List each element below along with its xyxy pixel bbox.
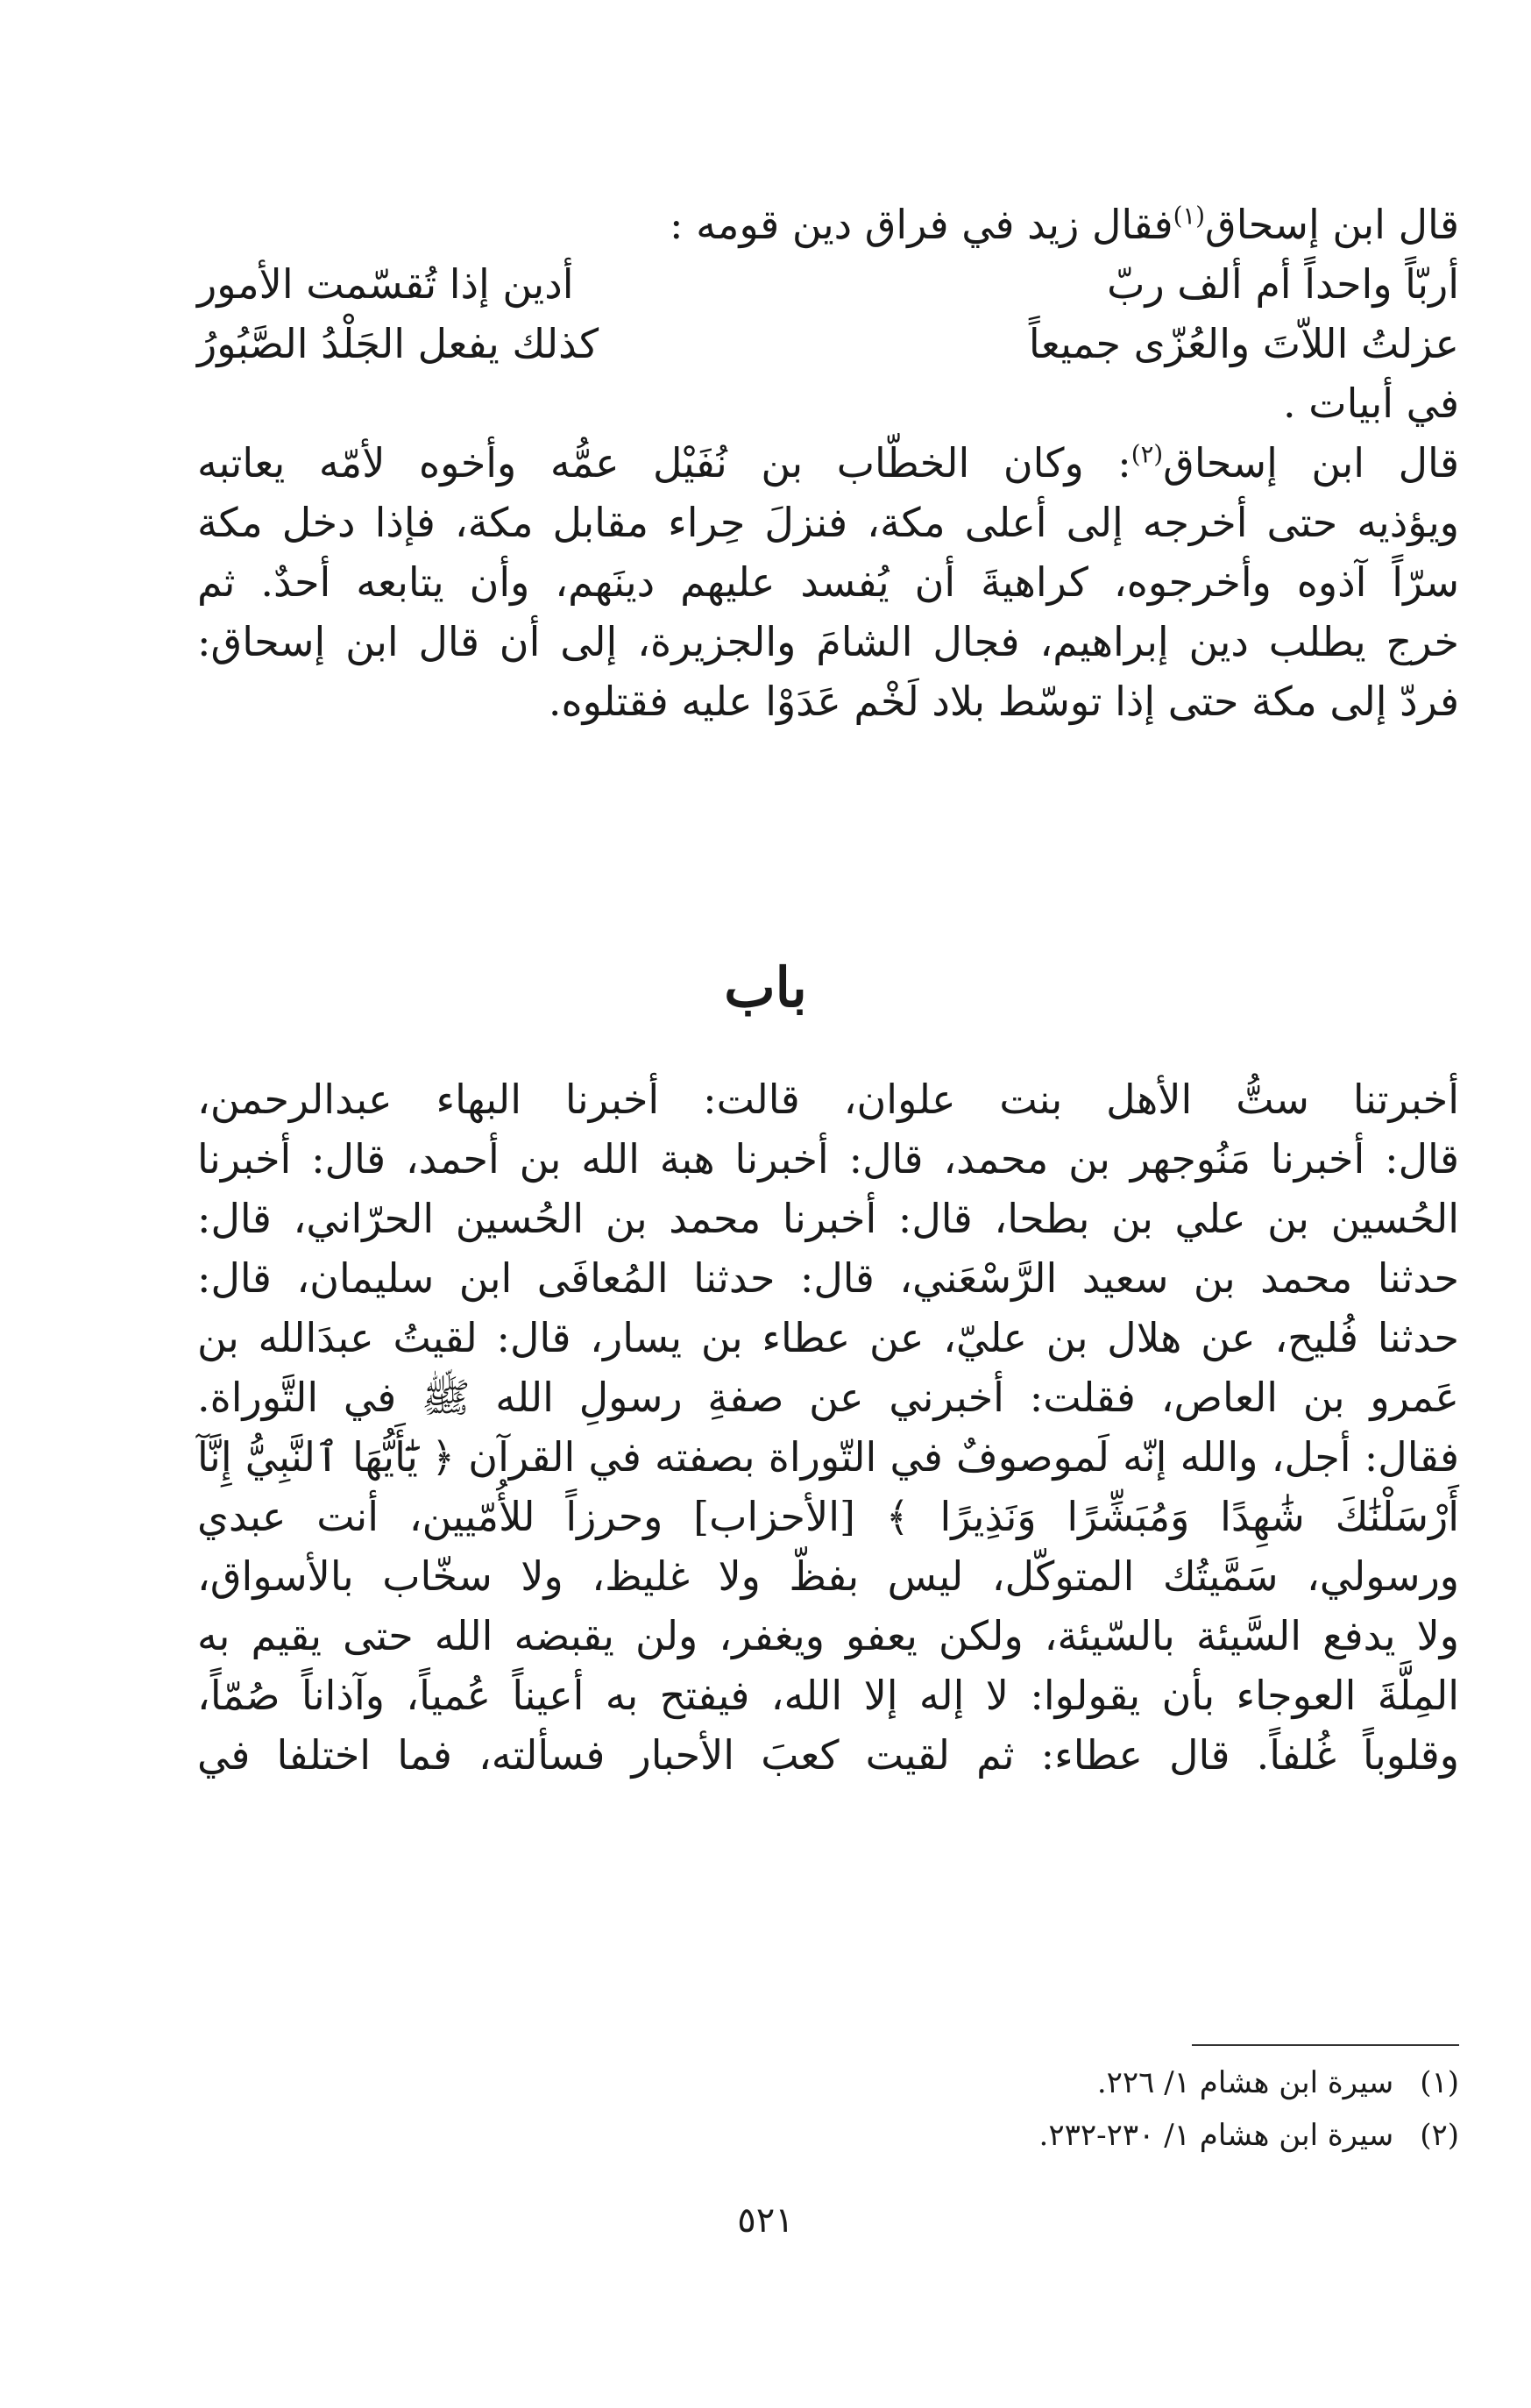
footnote-marker: (٢) [1131,439,1164,469]
poem-verse [197,254,1459,314]
footnote [197,2109,1459,2162]
poem-hemistich-left: كذلك يفعل الجَلْدُ الصَّبُورُ [197,320,599,367]
text-line [197,195,1459,254]
text-line: أخبرتنا ستُّ الأهل بنت علوان، قالت: أخبرنا البهاء عبدالرحمن، [197,1076,1459,1123]
text-fragment: : وكان الخطّاب بن نُفَيْل عمُّه وأخوه لأمّه يعاتبه [197,439,1131,487]
section-heading: باب [724,955,807,1019]
text-line: في أبيات . [1283,380,1459,427]
text-line: سرّاً آذوه وأخرجوه، كراهيةَ أن يُفسد عليهم دينَهم، وأن يتابعه أحدٌ. ثم [197,558,1459,606]
text-line: ورسولي، سَمَّيتُك المتوكّل، ليس بفظّ ولا غليظ، ولا سخّاب بالأسواق، [197,1552,1459,1600]
text-line: عَمرو بن العاص، فقلت: أخبرني عن صفةِ رسولِ الله ﷺ في التَّوراة. [197,1374,1459,1421]
text-line: حدثنا محمد بن سعيد الرَّسْعَني، قال: حدثنا المُعافَى ابن سليمان، قال: [197,1254,1459,1302]
text-line: ولا يدفع السَّيئة بالسّيئة، ولكن يعفو ويغفر، ولن يقبضه الله حتى يقيم به [197,1612,1459,1659]
footnote-number: (١) [1420,2065,1459,2100]
text-line: حدثنا فُليح، عن هلال بن عليّ، عن عطاء بن يسار، قال: لقيتُ عبدَالله بن [197,1314,1459,1361]
section-hadith [197,1069,1459,1785]
text-line: الحُسين بن علي بن بطحا، قال: أخبرنا محمد بن الحُسين الحرّاني، قال: [197,1195,1459,1242]
text-line: فقال: أجل، والله إنّه لَموصوفٌ في التّوراة بصفته في القرآن ﴿ يَٰٓأَيُّهَا ٱلنَّبِيُّ إِنَّآ [197,1433,1459,1481]
footnote-separator [1192,2044,1459,2046]
text-line: فردّ إلى مكة حتى إذا توسّط بلاد لَخْم عَدَوْا عليه فقتلوه. [548,678,1459,725]
text-fragment: قال ابن إسحاق [1205,201,1459,248]
text-line [197,433,1459,493]
page-number: ٥٢١ [737,2200,794,2241]
text-line: ويؤذيه حتى أخرجه إلى أعلى مكة، فنزلَ حِراء مقابل مكة، فإذا دخل مكة [197,499,1459,546]
footnote-number: (٢) [1420,2118,1459,2153]
text-line: قال: أخبرنا مَنُوجهر بن محمد، قال: أخبرنا هبة الله بن أحمد، قال: أخبرنا [197,1135,1459,1183]
poem-hemistich-right: أربّاً واحداً أم ألف ربّ [1107,260,1459,308]
text-line: وقلوباً غُلفاً. قال عطاء: ثم لقيت كعبَ الأحبار فسألته، فما اختلفا في [197,1731,1459,1779]
text-line: خرج يطلب دين إبراهيم، فجال الشامَ والجزيرة، إلى أن قال ابن إسحاق: [197,618,1459,665]
poem-hemistich-left: أدين إذا تُقسّمت الأمور [197,260,574,308]
footnote-marker: (١) [1173,201,1205,231]
text-line: المِلَّةَ العوجاء بأن يقولوا: لا إله إلا الله، فيفتح به أعيناً عُمياً، وآذاناً صُمّاً، [197,1672,1459,1719]
footnote [197,2056,1459,2109]
footnote-text: سيرة ابن هشام ١/ ٢٢٦. [1096,2065,1394,2100]
poem-hemistich-right: عزلتُ اللاّتَ والعُزّى جميعاً [1028,320,1459,367]
footnotes [197,2056,1459,2162]
footnote-text: سيرة ابن هشام ١/ ٢٣٠-٢٣٢. [1038,2118,1394,2153]
poem-verse [197,314,1459,373]
section-ibn-ishaq [197,195,1459,731]
text-fragment: فقال زيد في فراق دين قومه : [670,201,1173,248]
text-line: أَرْسَلْنَٰكَ شَٰهِدًا وَمُبَشِّرًا وَنَذِيرًا ﴾ [الأحزاب] وحرزاً للأُمّيين، أنت عبدي [197,1493,1459,1540]
text-fragment: قال ابن إسحاق [1163,439,1459,487]
